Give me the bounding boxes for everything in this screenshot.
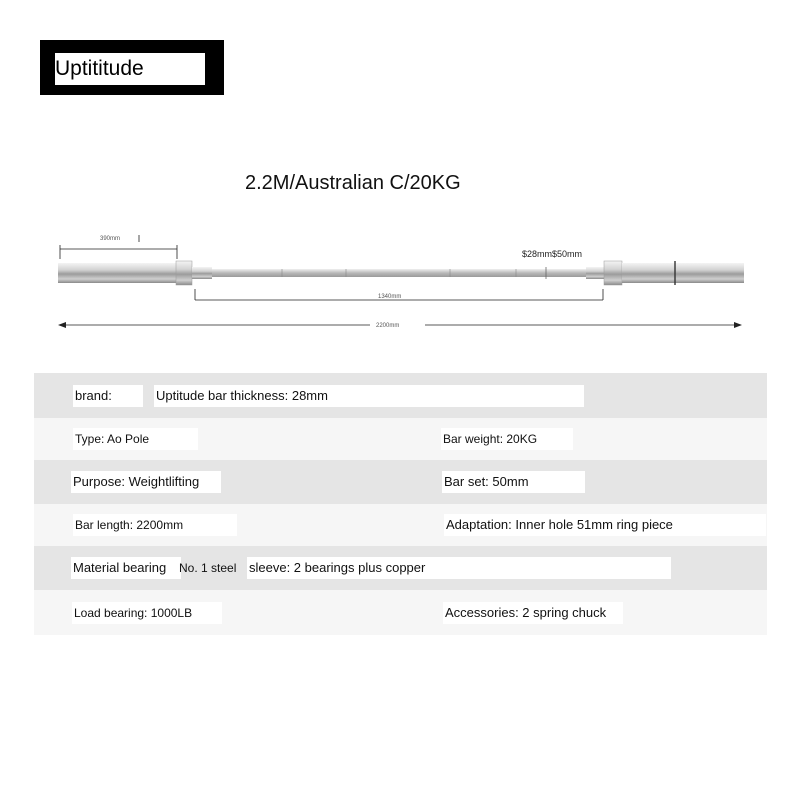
right-sleeve — [622, 263, 744, 283]
spec-row-load — [34, 590, 767, 635]
grip-length-label: 1340mm — [378, 294, 402, 300]
left-sleeve — [58, 263, 176, 283]
left-collar-neck — [192, 267, 212, 279]
right-collar — [604, 261, 622, 285]
spec-purpose: Purpose: Weightlifting — [71, 471, 221, 493]
spec-bar-length: Bar length: 2200mm — [73, 514, 237, 536]
spec-row-purpose — [34, 460, 767, 504]
spec-material-steel: No. 1 steel — [179, 561, 237, 575]
spec-material-sleeve: sleeve: 2 bearings plus copper — [247, 557, 671, 579]
total-dimension — [58, 322, 742, 329]
spec-type: Type: Ao Pole — [73, 428, 198, 450]
spec-row-brand — [34, 373, 767, 418]
spec-row-length — [34, 504, 767, 546]
total-length-label: 2200mm — [376, 323, 400, 329]
spec-adaptation: Adaptation: Inner hole 51mm ring piece — [444, 514, 766, 536]
right-collar-neck — [586, 267, 604, 279]
sleeve-dimension — [60, 235, 177, 259]
spec-brand-value: Uptitude bar thickness: 28mm — [154, 385, 584, 407]
product-title: 2.2M/Australian C/20KG — [245, 172, 461, 194]
spec-brand-label: brand: — [73, 385, 143, 407]
spec-accessories: Accessories: 2 spring chuck — [443, 602, 623, 624]
spec-row-material — [34, 546, 767, 590]
barbell-diagram — [0, 225, 800, 345]
spec-bar-set: Bar set: 50mm — [442, 471, 585, 493]
spec-load-bearing: Load bearing: 1000LB — [72, 602, 222, 624]
diameter-callout: $28mm$50mm — [522, 249, 583, 259]
spec-row-type — [34, 418, 767, 460]
left-collar — [176, 261, 192, 285]
spec-table — [34, 373, 767, 635]
spec-bar-weight: Bar weight: 20KG — [441, 428, 573, 450]
sleeve-length-label: 390mm — [100, 236, 121, 242]
brand-label: Uptititude — [55, 53, 205, 85]
bar-shaft — [212, 269, 604, 277]
spec-material-label: Material bearing — [71, 557, 181, 579]
grip-dimension — [195, 289, 603, 300]
